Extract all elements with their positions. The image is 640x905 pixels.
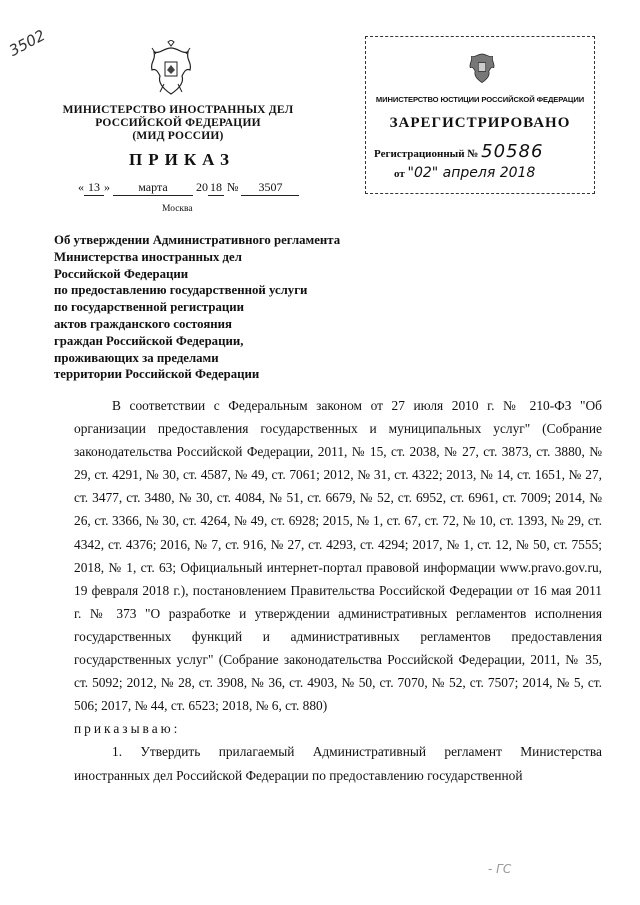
ministry-line: (МИД РОССИИ) — [132, 130, 224, 142]
subject-line: актов гражданского состояния — [54, 316, 232, 331]
footer-handwriting: - ГС — [488, 862, 512, 876]
order-subject — [54, 232, 394, 383]
handwritten-number: 3502 — [6, 26, 49, 60]
subject-line: Министерства иностранных дел — [54, 249, 242, 264]
subject-line: граждан Российской Федерации, — [54, 333, 244, 348]
stamp-date-line — [394, 165, 535, 181]
stamp-reg-label: Регистрационный № — [374, 148, 479, 160]
stamp-date-prefix: от — [394, 168, 405, 180]
subject-line: Российской Федерации — [54, 266, 189, 281]
subject-line: по предоставлению государственной услуги — [54, 283, 308, 298]
subject-line: Об утверждении Административного регламента — [54, 233, 341, 247]
order-word: приказываю: — [74, 721, 181, 737]
stamp-coat-of-arms-icon — [466, 49, 498, 85]
subject-line: территории Российской Федерации — [54, 367, 260, 382]
order-body — [74, 394, 602, 787]
order-date-month: марта — [113, 180, 193, 196]
subject-line: по государственной регистрации — [54, 300, 244, 315]
registration-stamp — [365, 36, 595, 194]
item-1-paragraph: 1. Утвердить прилагаемый Административный регламент Министерства иностранных дел Российской Федерации по предоставлению государственной — [74, 744, 602, 783]
ministry-line: РОССИЙСКОЙ ФЕДЕРАЦИИ — [95, 117, 261, 129]
number-sign: № — [227, 180, 239, 194]
order-date-line: « 13 » марта 20 18 № 3507 — [78, 180, 288, 196]
coat-of-arms-icon — [146, 40, 196, 98]
subject-line: проживающих за пределами — [54, 350, 219, 365]
stamp-ministry: МИНИСТЕРСТВО ЮСТИЦИИ РОССИЙСКОЙ ФЕДЕРАЦИИ — [375, 95, 585, 104]
order-date-day: 13 — [84, 180, 104, 196]
stamp-reg-number: 50586 — [481, 141, 544, 162]
preamble-paragraph: В соответствии с Федеральным законом от 27 июля 2010 г. № 210-ФЗ "Об организации предоставления государственных и муниципальных услуг" (Собрание законодательства Российской Федерации, 2011, № 15, ст. 2038, № 27, ст. 3873, ст. 3880, № 29, ст. 4291, № 30, ст. 4587, № 49, ст. 7061; 2012, № 31, ст. 4322; 2013, № 14, ст. 1651, № 27, ст. 3477, ст. 3480, № 30, ст. 4084, № 51, ст. 6679, № 52, ст. 6952, ст. 6961, ст. 7009; 2014, № 26, ст. 3366, № 30, ст. 4264, № 49, ст. 6928; 2015, № 1, ст. 67, ст. 72, № 10, ст. 1393, № 29, ст. 4342, ст. 4376; 2016, № 7, ст. 916, № 27, ст. 4293, ст. 4294; 2017, № 1, ст. 12, № 50, ст. 7555; 2018, № 1, ст. 63; Официальный интернет-портал правовой информации www.pravo.gov.ru, 19 февраля 2018 г.), постановлением Правительства Российской Федерации от 16 мая 2011 г. № 373 "О разработке и утверждении административных регламентов исполнения государственных функций и административных регламентов предоставления государственных услуг" (Собрание законодательства Российской Федерации, 2011, № 35, ст. 5092; 2012, № 28, ст. 3908, № 36, ст. 4903, № 50, ст. 7070, № 52, ст. 7507; 2014, № 5, ст. 506; 2017, № 44, ст. 6523; 2018, № 6, ст. 880) — [74, 398, 602, 714]
ministry-line: МИНИСТЕРСТВО ИНОСТРАННЫХ ДЕЛ — [62, 104, 294, 116]
city: Москва — [162, 204, 193, 214]
ministry-name — [62, 104, 294, 143]
stamp-reg-date: "02" апреля 2018 — [407, 165, 536, 181]
order-date-year-prefix: 20 — [196, 180, 208, 194]
stamp-registered: ЗАРЕГИСТРИРОВАНО — [389, 115, 571, 131]
order-date-year: 18 — [210, 180, 222, 194]
stamp-reg-line — [374, 141, 543, 162]
order-number: 3507 — [241, 180, 299, 196]
order-title: ПРИКАЗ — [129, 150, 235, 169]
